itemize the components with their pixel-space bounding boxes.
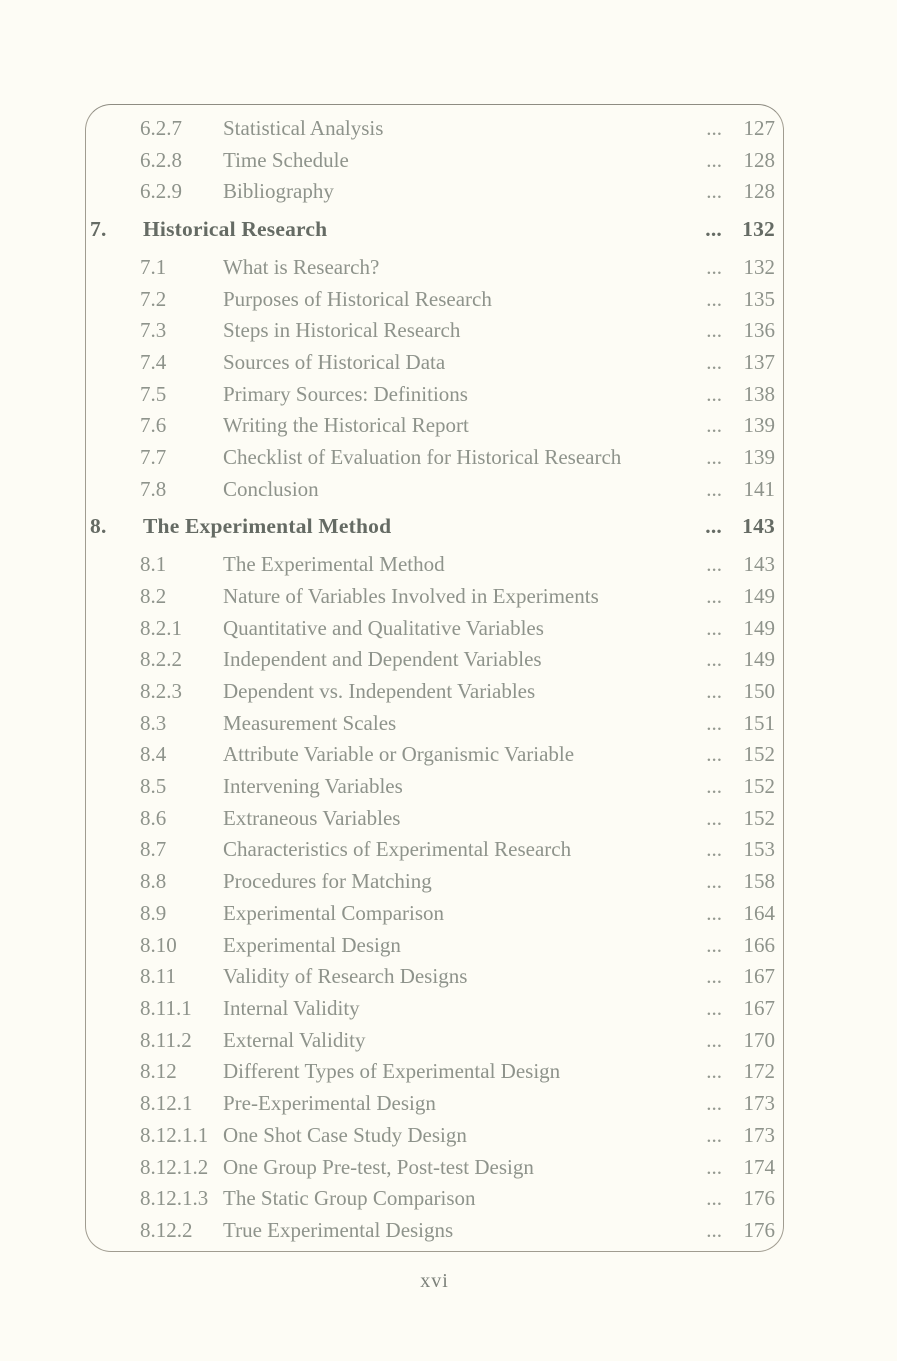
leader-dots: ... [706, 615, 722, 640]
entry-page-number: 152 [743, 742, 775, 767]
entry-number: 8.2 [140, 583, 167, 608]
entry-title: Writing the Historical Report [223, 413, 469, 438]
toc-entry [90, 511, 775, 543]
entry-number: 7.8 [140, 476, 167, 501]
toc-panel [85, 104, 784, 1252]
entry-title: Independent and Dependent Variables [223, 647, 542, 672]
toc-entry [90, 1120, 775, 1152]
entry-page-number: 167 [743, 964, 775, 989]
entry-page-number: 128 [743, 179, 775, 204]
entry-page-number: 132 [742, 217, 775, 242]
entry-number: 8.4 [140, 742, 167, 767]
toc-entry [90, 834, 775, 866]
toc-entry [90, 930, 775, 962]
entry-number: 7.3 [140, 318, 167, 343]
entry-title: The Static Group Comparison [223, 1186, 476, 1211]
entry-title: Bibliography [223, 179, 334, 204]
entry-page-number: 174 [743, 1154, 775, 1179]
toc-entry [90, 442, 775, 474]
entry-number: 8.5 [140, 774, 167, 799]
toc-entry [90, 1152, 775, 1184]
leader-dots: ... [706, 900, 722, 925]
entry-title: Quantitative and Qualitative Variables [223, 615, 544, 640]
entry-number: 8.2.1 [140, 615, 182, 640]
leader-dots: ... [706, 1186, 722, 1211]
entry-page-number: 172 [743, 1059, 775, 1084]
entry-page-number: 151 [743, 710, 775, 735]
entry-page-number: 127 [743, 116, 775, 140]
entry-page-number: 138 [743, 381, 775, 406]
entry-title: Sources of Historical Data [223, 349, 446, 374]
entry-number: 8.12.1 [140, 1091, 193, 1116]
toc-entry [90, 1088, 775, 1120]
entry-page-number: 143 [743, 552, 775, 577]
entry-title: Different Types of Experimental Design [223, 1059, 561, 1084]
toc-entry [90, 1025, 775, 1057]
toc-entry [90, 993, 775, 1025]
leader-dots: ... [706, 349, 722, 374]
entry-title: Pre-Experimental Design [223, 1091, 436, 1116]
entry-title: The Experimental Method [143, 514, 392, 539]
toc-entry [90, 771, 775, 803]
toc-entry [90, 708, 775, 740]
entry-page-number: 141 [743, 476, 775, 501]
leader-dots: ... [706, 710, 722, 735]
leader-dots: ... [706, 1059, 722, 1084]
leader-dots: ... [706, 254, 722, 279]
entry-number: 8.12.2 [140, 1217, 193, 1242]
entry-page-number: 136 [743, 318, 775, 343]
entry-page-number: 149 [743, 615, 775, 640]
entry-title: What is Research? [223, 254, 380, 279]
entry-number: 8.2.3 [140, 678, 182, 703]
entry-page-number: 170 [743, 1027, 775, 1052]
entry-title: Characteristics of Experimental Research [223, 837, 572, 862]
toc-entry [90, 145, 775, 177]
entry-number: 8.6 [140, 805, 167, 830]
entry-number: 7. [90, 217, 107, 242]
entry-page-number: 132 [743, 254, 775, 279]
leader-dots: ... [706, 179, 722, 204]
entry-page-number: 152 [743, 774, 775, 799]
leader-dots: ... [706, 1154, 722, 1179]
leader-dots: ... [706, 1091, 722, 1116]
entry-title: Attribute Variable or Organismic Variable [223, 742, 575, 767]
entry-title: Steps in Historical Research [223, 318, 461, 343]
leader-dots: ... [706, 445, 722, 470]
entry-page-number: 166 [743, 932, 775, 957]
leader-dots: ... [706, 647, 722, 672]
leader-dots: ... [706, 869, 722, 894]
entry-title: Nature of Variables Involved in Experiments [223, 583, 599, 608]
toc-entry [90, 581, 775, 613]
toc-entry [90, 1215, 775, 1247]
toc-entry [90, 113, 775, 145]
entry-number: 8.1 [140, 552, 167, 577]
entry-title: Validity of Research Designs [223, 964, 468, 989]
entry-number: 8.12.1.2 [140, 1154, 209, 1179]
toc-entry [90, 739, 775, 771]
toc-entry [90, 1183, 775, 1215]
entry-number: 8.12 [140, 1059, 177, 1084]
entry-number: 8. [90, 514, 107, 539]
entry-number: 8.10 [140, 932, 177, 957]
entry-title: True Experimental Designs [223, 1217, 454, 1242]
entry-page-number: 135 [743, 286, 775, 311]
leader-dots: ... [706, 964, 722, 989]
entry-number: 7.1 [140, 254, 167, 279]
toc-entry [90, 315, 775, 347]
toc-entry [90, 961, 775, 993]
leader-dots: ... [706, 381, 722, 406]
entry-page-number: 152 [743, 805, 775, 830]
toc-entry [90, 1056, 775, 1088]
toc-entry [90, 676, 775, 708]
entry-number: 7.5 [140, 381, 167, 406]
entry-title: Statistical Analysis [223, 116, 384, 140]
entry-number: 8.11 [140, 964, 176, 989]
entry-title: The Experimental Method [223, 552, 445, 577]
entry-number: 6.2.9 [140, 179, 182, 204]
leader-dots: ... [705, 514, 722, 539]
entry-page-number: 158 [743, 869, 775, 894]
entry-number: 8.11.2 [140, 1027, 192, 1052]
toc-list [90, 113, 775, 1247]
entry-page-number: 176 [743, 1186, 775, 1211]
entry-page-number: 176 [743, 1217, 775, 1242]
entry-page-number: 139 [743, 413, 775, 438]
leader-dots: ... [706, 318, 722, 343]
leader-dots: ... [706, 742, 722, 767]
leader-dots: ... [706, 413, 722, 438]
leader-dots: ... [706, 837, 722, 862]
entry-title: Measurement Scales [223, 710, 397, 735]
toc-entry [90, 347, 775, 379]
toc-entry [90, 474, 775, 506]
entry-page-number: 173 [743, 1122, 775, 1147]
leader-dots: ... [706, 552, 722, 577]
entry-title: Purposes of Historical Research [223, 286, 492, 311]
leader-dots: ... [706, 1217, 722, 1242]
toc-entry [90, 613, 775, 645]
leader-dots: ... [706, 476, 722, 501]
entry-title: External Validity [223, 1027, 366, 1052]
entry-page-number: 153 [743, 837, 775, 862]
leader-dots: ... [706, 678, 722, 703]
leader-dots: ... [706, 116, 722, 140]
entry-page-number: 128 [743, 147, 775, 172]
entry-number: 6.2.8 [140, 147, 182, 172]
leader-dots: ... [706, 583, 722, 608]
entry-number: 8.11.1 [140, 995, 192, 1020]
entry-page-number: 149 [743, 647, 775, 672]
entry-number: 7.4 [140, 349, 167, 374]
toc-entry [90, 898, 775, 930]
entry-title: Time Schedule [223, 147, 349, 172]
entry-number: 8.8 [140, 869, 167, 894]
entry-title: Checklist of Evaluation for Historical Research [223, 445, 622, 470]
entry-number: 7.7 [140, 445, 167, 470]
toc-entry [90, 866, 775, 898]
entry-page-number: 139 [743, 445, 775, 470]
entry-number: 8.3 [140, 710, 167, 735]
entry-number: 8.9 [140, 900, 167, 925]
entry-number: 8.12.1.3 [140, 1186, 209, 1211]
toc-entry [90, 410, 775, 442]
entry-title: Intervening Variables [223, 774, 403, 799]
leader-dots: ... [706, 932, 722, 957]
entry-number: 8.12.1.1 [140, 1122, 209, 1147]
entry-title: Historical Research [143, 217, 328, 242]
entry-title: Internal Validity [223, 995, 360, 1020]
entry-page-number: 167 [743, 995, 775, 1020]
entry-page-number: 164 [743, 900, 775, 925]
entry-title: Extraneous Variables [223, 805, 401, 830]
entry-number: 7.6 [140, 413, 167, 438]
page-number: xvi [420, 1270, 449, 1292]
toc-entry [90, 549, 775, 581]
toc-entry [90, 644, 775, 676]
entry-number: 7.2 [140, 286, 167, 311]
entry-page-number: 150 [743, 678, 775, 703]
entry-title: Procedures for Matching [223, 869, 432, 894]
entry-page-number: 143 [742, 514, 775, 539]
toc-entry [90, 803, 775, 835]
leader-dots: ... [706, 1027, 722, 1052]
toc-entry [90, 379, 775, 411]
leader-dots: ... [706, 1122, 722, 1147]
toc-entry [90, 252, 775, 284]
leader-dots: ... [705, 217, 722, 242]
entry-page-number: 137 [743, 349, 775, 374]
entry-number: 6.2.7 [140, 116, 182, 140]
entry-title: Dependent vs. Independent Variables [223, 678, 536, 703]
entry-page-number: 149 [743, 583, 775, 608]
entry-title: Conclusion [223, 476, 319, 501]
entry-title: One Shot Case Study Design [223, 1122, 467, 1147]
leader-dots: ... [706, 286, 722, 311]
entry-title: One Group Pre-test, Post-test Design [223, 1154, 534, 1179]
entry-number: 8.7 [140, 837, 167, 862]
entry-title: Experimental Comparison [223, 900, 445, 925]
toc-entry [90, 176, 775, 208]
entry-title: Experimental Design [223, 932, 401, 957]
leader-dots: ... [706, 805, 722, 830]
leader-dots: ... [706, 774, 722, 799]
entry-number: 8.2.2 [140, 647, 182, 672]
toc-entry [90, 214, 775, 246]
leader-dots: ... [706, 147, 722, 172]
entry-page-number: 173 [743, 1091, 775, 1116]
entry-title: Primary Sources: Definitions [223, 381, 468, 406]
toc-entry [90, 284, 775, 316]
leader-dots: ... [706, 995, 722, 1020]
